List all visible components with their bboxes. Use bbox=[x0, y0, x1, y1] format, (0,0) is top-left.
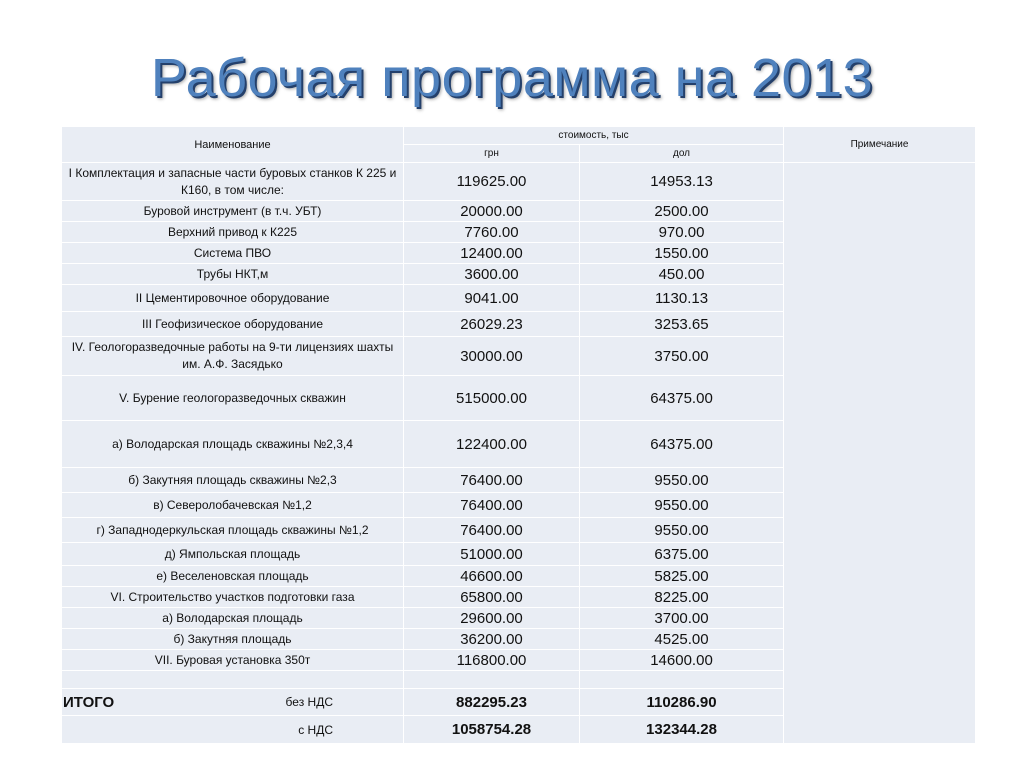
row-name: д) Ямпольская площадь bbox=[62, 543, 404, 566]
total-label: ИТОГО bbox=[63, 693, 115, 711]
row-uah: 116800.00 bbox=[404, 650, 580, 671]
row-name: III Геофизическое оборудование bbox=[62, 312, 404, 337]
vat-label-cell bbox=[62, 716, 404, 744]
row-usd: 9550.00 bbox=[580, 493, 784, 518]
row-name: б) Закутняя площадь bbox=[62, 629, 404, 650]
vat-label: с НДС bbox=[298, 722, 333, 737]
total-vat-usd: 132344.28 bbox=[580, 716, 784, 744]
row-usd: 64375.00 bbox=[580, 376, 784, 421]
row-usd: 64375.00 bbox=[580, 421, 784, 468]
header-row bbox=[62, 127, 976, 145]
row-name: Верхний привод к К225 bbox=[62, 222, 404, 243]
row-usd: 2500.00 bbox=[580, 201, 784, 222]
row-name: Система ПВО bbox=[62, 243, 404, 264]
row-usd: 3253.65 bbox=[580, 312, 784, 337]
row-uah: 122400.00 bbox=[404, 421, 580, 468]
header-cost: стоимость, тыс bbox=[404, 127, 784, 145]
row-uah: 119625.00 bbox=[404, 163, 580, 201]
row-usd: 1130.13 bbox=[580, 285, 784, 312]
page-title: Рабочая программа на 2013 bbox=[150, 48, 874, 108]
row-uah: 36200.00 bbox=[404, 629, 580, 650]
header-note: Примечание bbox=[784, 127, 976, 163]
row-usd: 14600.00 bbox=[580, 650, 784, 671]
row-usd: 9550.00 bbox=[580, 518, 784, 543]
row-uah: 29600.00 bbox=[404, 608, 580, 629]
table-row bbox=[62, 163, 976, 201]
row-uah: 26029.23 bbox=[404, 312, 580, 337]
row-name: а) Володарская площадь скважины №2,3,4 bbox=[62, 421, 404, 468]
row-name: г) Западнодеркульская площадь скважины №1,2 bbox=[62, 518, 404, 543]
total-label-cell bbox=[62, 689, 404, 716]
row-uah: 3600.00 bbox=[404, 264, 580, 285]
row-name: е) Веселеновская площадь bbox=[62, 566, 404, 587]
row-uah: 7760.00 bbox=[404, 222, 580, 243]
no-vat-label: без НДС bbox=[285, 695, 333, 709]
row-uah: 515000.00 bbox=[404, 376, 580, 421]
note-cell bbox=[784, 163, 976, 744]
row-usd: 5825.00 bbox=[580, 566, 784, 587]
row-name: в) Северолобачевская №1,2 bbox=[62, 493, 404, 518]
total-vat-uah: 1058754.28 bbox=[404, 716, 580, 744]
header-usd: дол bbox=[580, 145, 784, 163]
row-name: IV. Геологоразведочные работы на 9-ти лицензиях шахты им. А.Ф. Засядько bbox=[62, 337, 404, 376]
row-uah: 20000.00 bbox=[404, 201, 580, 222]
row-usd: 9550.00 bbox=[580, 468, 784, 493]
row-usd: 970.00 bbox=[580, 222, 784, 243]
total-no-vat-uah: 882295.23 bbox=[404, 689, 580, 716]
row-uah: 46600.00 bbox=[404, 566, 580, 587]
row-uah: 51000.00 bbox=[404, 543, 580, 566]
empty-cell bbox=[62, 671, 404, 689]
header-name: Наименование bbox=[62, 127, 404, 163]
row-usd: 4525.00 bbox=[580, 629, 784, 650]
row-uah: 65800.00 bbox=[404, 587, 580, 608]
header-uah: грн bbox=[404, 145, 580, 163]
total-no-vat-usd: 110286.90 bbox=[580, 689, 784, 716]
row-uah: 76400.00 bbox=[404, 468, 580, 493]
row-name: а) Володарская площадь bbox=[62, 608, 404, 629]
empty-cell bbox=[580, 671, 784, 689]
row-usd: 6375.00 bbox=[580, 543, 784, 566]
row-uah: 12400.00 bbox=[404, 243, 580, 264]
row-usd: 450.00 bbox=[580, 264, 784, 285]
row-name: VII. Буровая установка 350т bbox=[62, 650, 404, 671]
row-usd: 8225.00 bbox=[580, 587, 784, 608]
row-uah: 76400.00 bbox=[404, 493, 580, 518]
row-name: II Цементировочное оборудование bbox=[62, 285, 404, 312]
row-name: V. Бурение геологоразведочных скважин bbox=[62, 376, 404, 421]
row-usd: 3700.00 bbox=[580, 608, 784, 629]
row-usd: 3750.00 bbox=[580, 337, 784, 376]
row-uah: 9041.00 bbox=[404, 285, 580, 312]
row-name: Буровой инструмент (в т.ч. УБТ) bbox=[62, 201, 404, 222]
row-name: б) Закутняя площадь скважины №2,3 bbox=[62, 468, 404, 493]
budget-table bbox=[61, 126, 976, 744]
row-uah: 30000.00 bbox=[404, 337, 580, 376]
row-name: VI. Строительство участков подготовки газа bbox=[62, 587, 404, 608]
row-usd: 14953.13 bbox=[580, 163, 784, 201]
row-name: Трубы НКТ,м bbox=[62, 264, 404, 285]
row-name: I Комплектация и запасные части буровых станков К 225 и К160, в том числе: bbox=[62, 163, 404, 201]
row-uah: 76400.00 bbox=[404, 518, 580, 543]
row-usd: 1550.00 bbox=[580, 243, 784, 264]
empty-cell bbox=[404, 671, 580, 689]
